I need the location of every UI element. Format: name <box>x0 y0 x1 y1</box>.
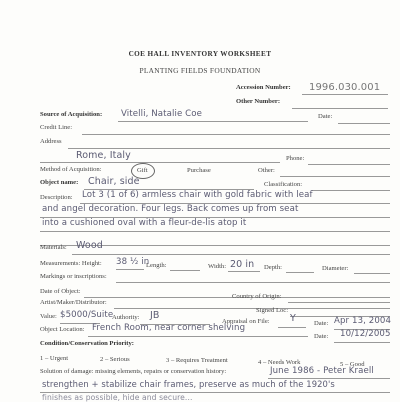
condition-4: 4 – Needs Work <box>258 359 301 366</box>
date-of-object-label: Date of Object: <box>40 288 81 295</box>
country-of-origin-label: Country of Origin: <box>232 293 282 300</box>
credit-line-line <box>82 134 390 135</box>
source-line <box>118 121 308 122</box>
artist-label: Artist/Maker/Distributor: <box>40 299 107 306</box>
credit-line-label: Credit Line: <box>40 124 73 131</box>
width-label: Width: <box>208 263 227 270</box>
description-text-3: into a cushioned oval with a fleur-de-lis atop it <box>42 218 247 228</box>
accession-number-value: 1996.030.001 <box>309 82 381 93</box>
appraisal-label: Appraisal on File: <box>222 318 270 325</box>
method-other-line <box>280 176 390 177</box>
width-line <box>228 271 260 272</box>
solution-text-3: finishes as possible, hide and secure... <box>42 393 193 402</box>
method-label: Method of Acquisition: <box>40 166 102 173</box>
value-label: Value: <box>40 313 57 320</box>
authority-label: Authority: <box>112 314 140 321</box>
accession-number-line <box>302 94 388 95</box>
object-location-line <box>88 336 308 337</box>
markings-line <box>116 282 390 283</box>
depth-line <box>286 272 314 273</box>
depth-label: Depth: <box>264 264 282 271</box>
address-label: Address <box>40 138 62 145</box>
diameter-line <box>354 273 390 274</box>
accession-number-label: Accession Number: <box>236 84 291 91</box>
height-line <box>116 269 144 270</box>
date-label: Date: <box>318 113 333 120</box>
condition-5: 5 – Good <box>340 361 365 368</box>
country-of-origin-line <box>288 302 390 303</box>
condition-1: 1 – Urgent <box>40 355 69 362</box>
other-number-label: Other Number: <box>236 98 281 105</box>
solution-text-1: June 1986 - Peter Kraell <box>270 366 374 376</box>
appraisal-value: Y <box>290 313 296 324</box>
other-number-line <box>292 108 388 109</box>
artist-line <box>114 308 390 309</box>
address-value: Rome, Italy <box>76 150 131 161</box>
appraisal-line <box>278 327 306 328</box>
length-line <box>170 270 200 271</box>
authority-value: JB <box>150 310 160 321</box>
object-name-label: Object name: <box>40 179 79 186</box>
phone-label: Phone: <box>286 155 305 162</box>
method-purchase: Purchase <box>187 167 211 174</box>
length-label: Length: <box>146 262 167 269</box>
materials-label: Materials: <box>40 244 67 251</box>
markings-label: Markings or inscriptions: <box>40 273 107 280</box>
signed-loc-label: Signed Loc: <box>256 307 289 314</box>
date-3-label: Date: <box>314 333 329 340</box>
description-line-3 <box>40 231 390 232</box>
description-text-1: Lot 3 (1 of 6) armless chair with gold fabric with leaf <box>82 190 313 200</box>
measurements-label: Measurements: Height: <box>40 260 102 267</box>
date-2-label: Date: <box>314 320 329 327</box>
source-label: Source of Acquisition: <box>40 111 103 118</box>
object-location-label: Object Location: <box>40 326 85 333</box>
source-value: Vitelli, Natalie Coe <box>121 109 203 119</box>
method-other-label: Other: <box>258 167 275 174</box>
classification-label: Classification: <box>264 181 303 188</box>
classification-line <box>312 190 390 191</box>
height-value: 38 ½ in <box>116 257 150 267</box>
width-value: 20 in <box>230 259 255 270</box>
method-gift: Gift <box>137 167 148 174</box>
materials-value: Wood <box>76 240 103 251</box>
condition-2: 2 – Serious <box>100 356 130 363</box>
date-2-value: Apr 13, 2004 <box>334 316 392 326</box>
date-line <box>338 123 390 124</box>
materials-line <box>72 254 390 255</box>
object-location-value: French Room, near corner shelving <box>92 323 246 333</box>
date-3-line <box>334 342 390 343</box>
condition-3: 3 – Requires Treatment <box>166 357 228 364</box>
page-subtitle: PLANTING FIELDS FOUNDATION <box>139 66 261 75</box>
address-line-2 <box>40 162 280 163</box>
description-label: Description: <box>40 194 73 201</box>
solution-label: Solution of damage: missing elements, repairs or conservation history: <box>40 368 227 375</box>
condition-label: Condition/Conservation Priority: <box>40 340 134 347</box>
solution-text-2: strengthen + stabilize chair frames, preserve as much of the 1920's <box>42 379 335 389</box>
phone-line <box>308 164 390 165</box>
date-3-value: 10/12/2005 <box>340 329 391 339</box>
diameter-label: Diameter: <box>322 265 349 272</box>
value-value: $5000/Suite <box>60 310 114 320</box>
object-name-value: Chair, side <box>88 176 140 187</box>
address-line <box>68 148 390 149</box>
description-text-2: and angel decoration. Four legs. Back comes up from seat <box>42 204 299 214</box>
page-title: COE HALL INVENTORY WORKSHEET <box>128 50 272 58</box>
